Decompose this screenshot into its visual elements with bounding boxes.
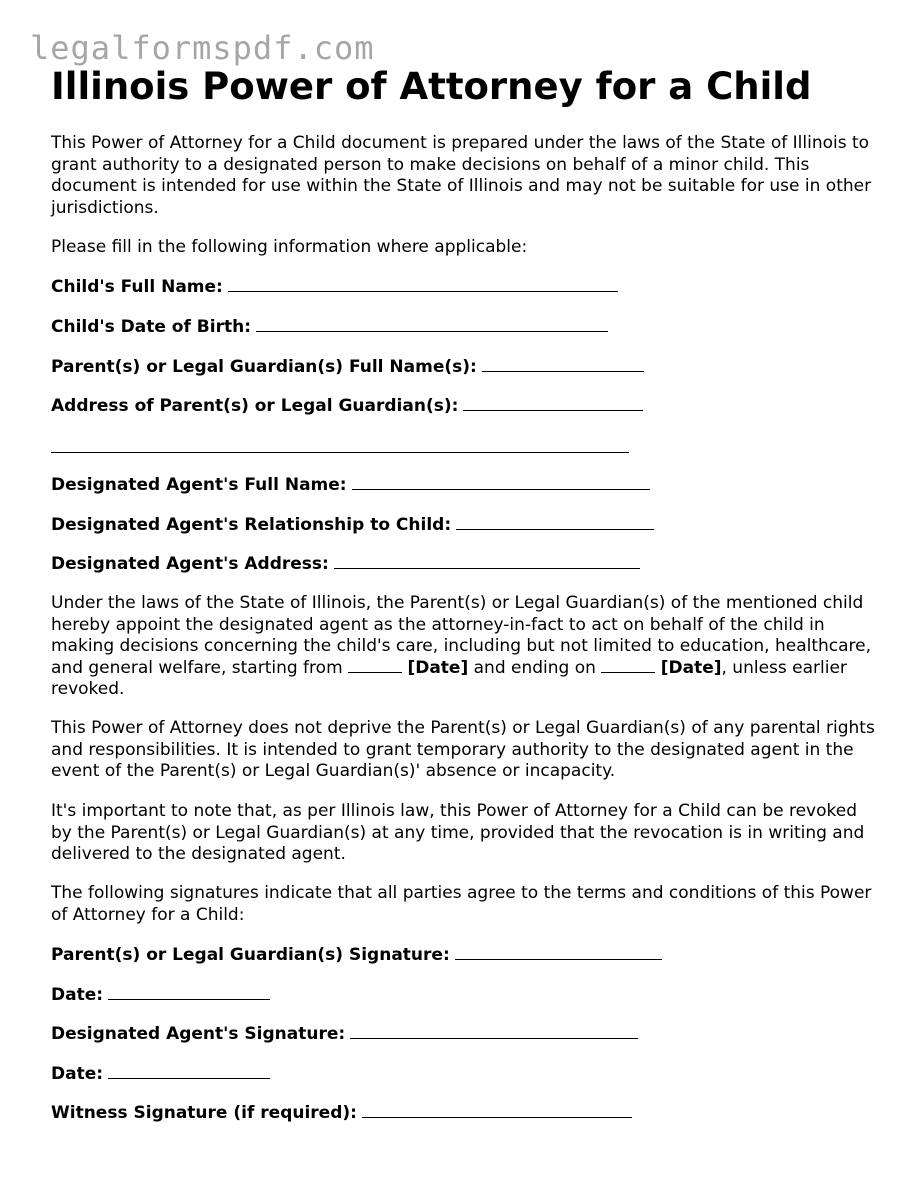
start-date-line[interactable] (348, 658, 402, 673)
agent-signature-label: Designated Agent's Signature: (51, 1024, 346, 1044)
instruction-text: Please fill in the following information where applicable: (51, 237, 528, 257)
child-dob-label: Child's Date of Birth: (51, 317, 251, 337)
witness-signature-field[interactable] (51, 1102, 632, 1124)
agent-name-line[interactable] (352, 475, 650, 490)
witness-signature-label: Witness Signature (if required): (51, 1103, 357, 1123)
parent-names-label: Parent(s) or Legal Guardian(s) Full Name(s): (51, 357, 477, 377)
date-field-2[interactable] (51, 1063, 270, 1085)
parent-address-label: Address of Parent(s) or Legal Guardian(s): (51, 396, 459, 416)
revocation-paragraph: It's important to note that, as per Illinois law, this Power of Attorney for a Child can be revoked by the Parent(s) or Legal Guardian(s) at any time, provided that the revocation is in writing and delivered to the designated agent. (51, 801, 865, 864)
appointment-paragraph (51, 593, 881, 701)
agent-signature-field[interactable] (51, 1023, 638, 1045)
date-line-2[interactable] (108, 1064, 270, 1079)
child-dob-line[interactable] (256, 317, 608, 332)
start-date-label: [Date] (407, 657, 469, 678)
parent-address-field[interactable] (51, 395, 643, 417)
appointment-text-middle: and ending on (473, 657, 596, 678)
signatures-intro: The following signatures indicate that all parties agree to the terms and conditions of this Power of Attorney for a Child: (51, 883, 872, 925)
agent-relationship-label: Designated Agent's Relationship to Child: (51, 515, 452, 535)
witness-signature-line[interactable] (362, 1103, 632, 1118)
child-name-label: Child's Full Name: (51, 277, 223, 297)
child-dob-field[interactable] (51, 316, 608, 338)
parent-address-line-2[interactable] (51, 452, 629, 453)
date-line-1[interactable] (108, 985, 270, 1000)
parent-signature-field[interactable] (51, 944, 662, 966)
child-name-line[interactable] (228, 277, 618, 292)
parent-signature-line[interactable] (455, 945, 662, 960)
child-name-field[interactable] (51, 276, 618, 298)
agent-relationship-line[interactable] (456, 515, 654, 530)
date-field-1[interactable] (51, 984, 270, 1006)
agent-relationship-field[interactable] (51, 514, 654, 536)
agent-address-field[interactable] (51, 553, 640, 575)
intro-paragraph: This Power of Attorney for a Child document is prepared under the laws of the State of Illinois to grant authority to a designated person to make decisions on behalf of a minor child. This document is intended for use within the State of Illinois and may not be suitable for use in other jurisdictions. (51, 133, 872, 218)
agent-name-field[interactable] (51, 474, 650, 496)
watermark: legalformspdf.com (30, 29, 375, 67)
appointment-text-after: , unless earlier revoked. (51, 657, 847, 699)
agent-name-label: Designated Agent's Full Name: (51, 475, 347, 495)
parent-signature-label: Parent(s) or Legal Guardian(s) Signature: (51, 945, 450, 965)
parent-names-field[interactable] (51, 356, 644, 378)
date-label-1: Date: (51, 985, 104, 1005)
agent-signature-line[interactable] (350, 1024, 638, 1039)
document-title: Illinois Power of Attorney for a Child (51, 65, 812, 108)
date-label-2: Date: (51, 1064, 104, 1084)
agent-address-label: Designated Agent's Address: (51, 554, 329, 574)
agent-address-line[interactable] (334, 554, 640, 569)
appointment-text-before: Under the laws of the State of Illinois, the Parent(s) or Legal Guardian(s) of the mentioned child hereby appoint the designated agent as the attorney-in-fact to act on behalf of the child in making decisions concerning the child's care, including but not limited to education, healthcare, and general welfare, starting from (51, 593, 872, 678)
end-date-line[interactable] (601, 658, 655, 673)
parent-names-line[interactable] (482, 357, 644, 372)
rights-paragraph: This Power of Attorney does not deprive the Parent(s) or Legal Guardian(s) of any parental rights and responsibilities. It is intended to grant temporary authority to the designated agent in the event of the Parent(s) or Legal Guardian(s)' absence or incapacity. (51, 718, 875, 781)
parent-address-line[interactable] (463, 396, 643, 411)
end-date-label: [Date] (660, 657, 722, 678)
